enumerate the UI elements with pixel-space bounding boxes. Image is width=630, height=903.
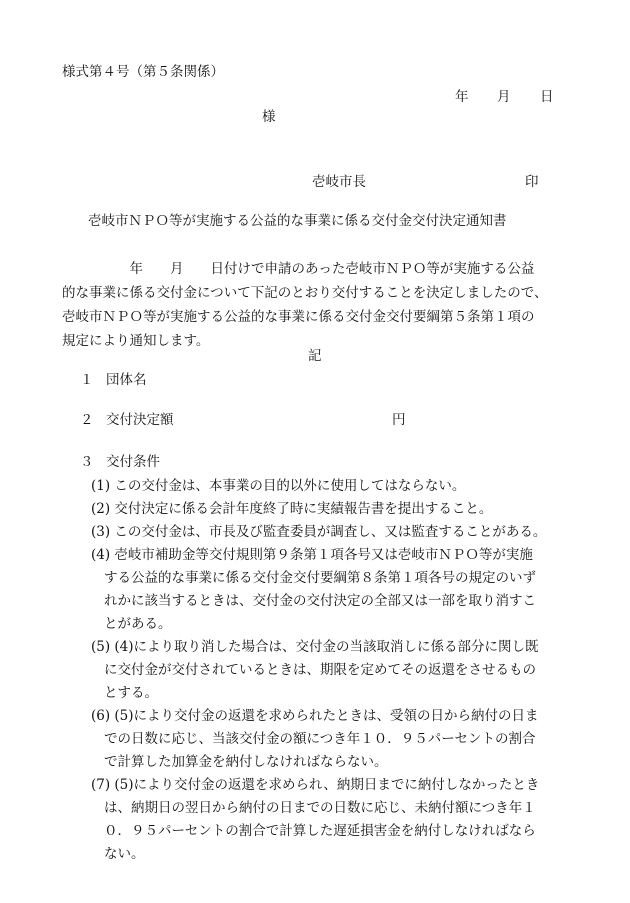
addressee-suffix: 様: [262, 109, 276, 125]
condition-5-line: (5) (4)により取り消した場合は、交付金の当該取消しに係る部分に関し既: [91, 639, 539, 655]
condition-4-line: (4) 壱岐市補助金等交付規則第９条第１項各号又は壱岐市ＮＰＯ等が実施: [91, 547, 533, 563]
item-number: ２: [80, 412, 94, 428]
date-month-label: 月: [497, 89, 511, 105]
amount-unit: 円: [392, 412, 406, 428]
condition-5-line: に交付金が交付されているときは、期限を定めてその返還をさせるもの: [104, 662, 536, 678]
body-line: 壱岐市ＮＰＯ等が実施する公益的な事業に係る交付金交付要綱第５条第１項の: [62, 309, 535, 325]
condition-7-line: ０．９５パーセントの割合で計算した遅延損害金を納付しなければなら: [104, 823, 536, 839]
condition-6-line: での日数に応じ、当該交付金の額につき年１０．９５パーセントの割合: [104, 731, 536, 747]
item-label: 交付決定額: [106, 412, 174, 428]
condition-4-line: とがある。: [104, 616, 172, 632]
condition-7-line: は、納期日の翌日から納付の日までの日数に応じ、未納付額につき年１: [104, 800, 536, 816]
condition-5-line: とする。: [104, 685, 158, 701]
body-line: 年 月 日付けで申請のあった壱岐市ＮＰＯ等が実施する公益: [62, 261, 535, 277]
condition-6-line: で計算した加算金を納付しなければならない。: [104, 754, 388, 770]
condition-4-line: する公益的な事業に係る交付金交付要綱第８条第１項各号の規定のいず: [104, 570, 536, 586]
ki-heading: 記: [308, 348, 322, 364]
condition-3: (3) この交付金は、市長及び監査委員が調査し、又は監査することがある。: [91, 524, 547, 540]
item-number: １: [80, 372, 94, 388]
condition-4-line: れかに該当するときは、交付金の交付決定の全部又は一部を取り消すこ: [104, 593, 536, 609]
item-number: ３: [80, 454, 94, 470]
date-year-label: 年: [455, 89, 469, 105]
issuer-seal: 印: [525, 174, 539, 190]
condition-2: (2) 交付決定に係る会計年度終了時に実績報告書を提出すること。: [91, 501, 493, 517]
condition-7-line: ない。: [104, 846, 145, 862]
body-paragraph: [62, 263, 572, 359]
issuer-name: 壱岐市長: [312, 174, 366, 190]
condition-7-line: (7) (5)により交付金の返還を求められ、納期日までに納付しなかったとき: [91, 777, 540, 793]
body-line: 的な事業に係る交付金について下記のとおり交付することを決定しましたので、: [62, 285, 548, 301]
body-line: 規定により通知します。: [62, 333, 210, 349]
item-label: 交付条件: [106, 454, 160, 470]
condition-1: (1) この交付金は、本事業の目的以外に使用してはならない。: [91, 478, 466, 494]
item-label: 団体名: [106, 372, 147, 388]
date-day-label: 日: [540, 89, 554, 105]
condition-6-line: (6) (5)により交付金の返還を求められたときは、受領の日から納付の日ま: [91, 708, 539, 724]
form-number: 様式第４号（第５条関係）: [62, 64, 224, 80]
document-title: 壱岐市ＮＰＯ等が実施する公益的な事業に係る交付金交付決定通知書: [88, 213, 507, 229]
